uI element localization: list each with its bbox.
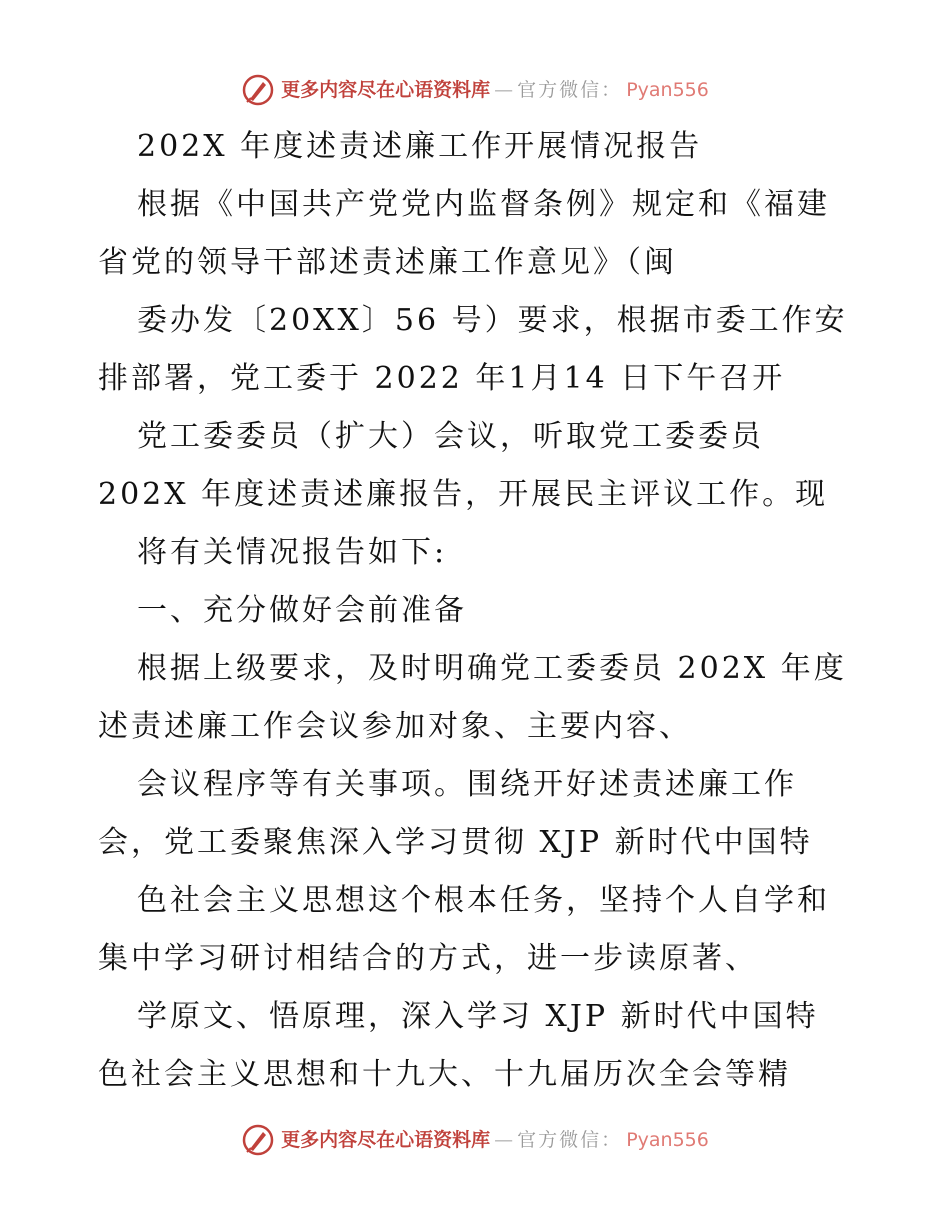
watermark-contact-label: 官方微信： <box>517 79 623 101</box>
watermark-contact-label: 官方微信： <box>517 1129 623 1151</box>
document-line: 党工委委员（扩大）会议，听取党工委委员 <box>137 419 764 454</box>
document-line: 202X 年度述责述廉报告，开展民主评议工作。现 <box>98 477 829 512</box>
document-line: 会，党工委聚焦深入学习贯彻 XJP 新时代中国特 <box>98 825 813 860</box>
quill-logo-icon <box>241 1123 275 1157</box>
document-line: 述责述廉工作会议参加对象、主要内容、 <box>98 709 692 744</box>
document-line: 根据《中国共产党党内监督条例》规定和《福建 <box>137 187 830 222</box>
document-line: 会议程序等有关事项。围绕开好述责述廉工作 <box>137 767 797 802</box>
document-line: 集中学习研讨相结合的方式，进一步读原著、 <box>98 941 758 976</box>
watermark-footer <box>0 1120 950 1160</box>
watermark-dash: — <box>494 1129 514 1151</box>
watermark-wechat-id: Pyan556 <box>626 79 709 101</box>
watermark-wechat-id: Pyan556 <box>626 1129 709 1151</box>
watermark-slogan: 更多内容尽在心语资料库 <box>281 1129 491 1151</box>
document-line: 省党的领导干部述责述廉工作意见》（闽 <box>98 245 677 280</box>
document-line: 将有关情况报告如下: <box>137 535 448 570</box>
document-title: 202X 年度述责述廉工作开展情况报告 <box>137 129 703 164</box>
document-line: 学原文、悟原理，深入学习 XJP 新时代中国特 <box>137 999 819 1034</box>
document-line: 色社会主义思想和十九大、十九届历次全会等精 <box>98 1057 791 1092</box>
document-line: 排部署，党工委于 2022 年1月14 日下午召开 <box>98 361 786 396</box>
document-line: 委办发〔20XX〕56 号）要求，根据市委工作安 <box>137 303 848 338</box>
document-line: 根据上级要求，及时明确党工委委员 202X 年度 <box>137 651 847 686</box>
section-heading: 一、充分做好会前准备 <box>137 593 467 628</box>
watermark-slogan: 更多内容尽在心语资料库 <box>281 79 491 101</box>
quill-logo-icon <box>241 73 275 107</box>
document-line: 色社会主义思想这个根本任务，坚持个人自学和 <box>137 883 830 918</box>
watermark-dash: — <box>494 79 514 101</box>
watermark-header <box>0 70 950 110</box>
